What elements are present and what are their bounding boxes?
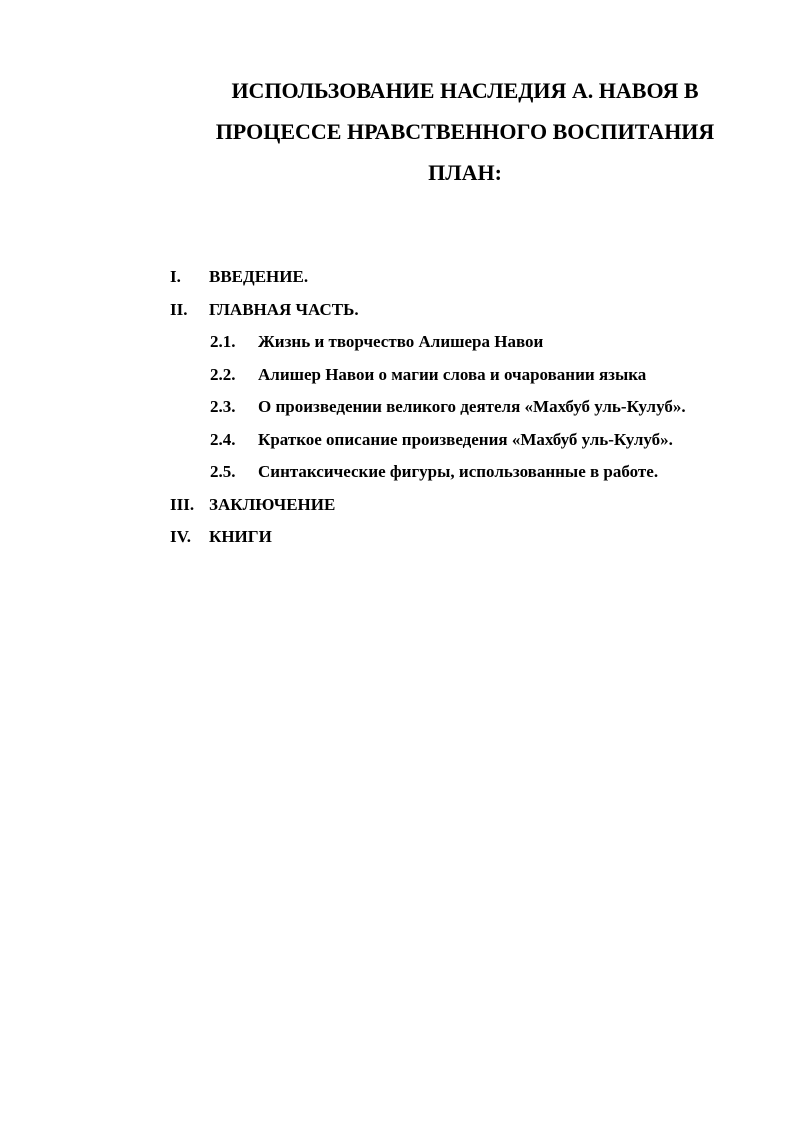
toc-item-introduction <box>170 264 770 297</box>
toc-item-label: Синтаксические фигуры, использованные в работе. <box>258 462 659 481</box>
toc-item-label: О произведении великого деятеля «Махбуб уль-Кулуб». <box>258 397 686 416</box>
toc-subitem-2-3 <box>170 394 770 427</box>
title-line-2: ПРОЦЕССЕ НРАВСТВЕННОГО ВОСПИТАНИЯ <box>215 119 715 144</box>
toc-subitem-2-4 <box>170 427 770 460</box>
toc-subitem-2-1 <box>170 329 770 362</box>
toc-item-label: КНИГИ <box>209 527 272 546</box>
toc-item-number: III. <box>170 494 195 514</box>
toc-item-number: I. <box>170 267 181 286</box>
title-line-1: ИСПОЛЬЗОВАНИЕ НАСЛЕДИЯ А. НАВОЯ В <box>231 78 699 103</box>
toc-item-label: ГЛАВНАЯ ЧАСТЬ. <box>209 299 359 319</box>
toc-item-label: ЗАКЛЮЧЕНИЕ <box>209 494 336 514</box>
toc-item-number: 2.1. <box>210 332 236 351</box>
toc-item-number: II. <box>170 299 188 319</box>
toc-item-label: Краткое описание произведения «Махбуб уль-Кулуб». <box>258 429 673 449</box>
toc-item-number: 2.3. <box>210 397 236 416</box>
table-of-contents <box>170 264 770 557</box>
toc-item-number: 2.2. <box>210 364 236 384</box>
toc-item-books <box>170 524 770 557</box>
toc-subitem-2-2 <box>170 362 770 395</box>
toc-item-number: 2.5. <box>210 462 236 481</box>
toc-item-label: ВВЕДЕНИЕ. <box>209 267 309 286</box>
toc-item-number: 2.4. <box>210 429 236 449</box>
document-title <box>140 70 790 193</box>
toc-item-label: Алишер Навои о магии слова и очаровании языка <box>258 364 647 384</box>
toc-subitem-2-5 <box>170 459 770 492</box>
toc-item-conclusion <box>170 492 770 525</box>
toc-item-number: IV. <box>170 527 191 546</box>
toc-item-main-part <box>170 297 770 330</box>
toc-item-label: Жизнь и творчество Алишера Навои <box>258 332 544 351</box>
plan-heading: ПЛАН: <box>428 160 502 185</box>
